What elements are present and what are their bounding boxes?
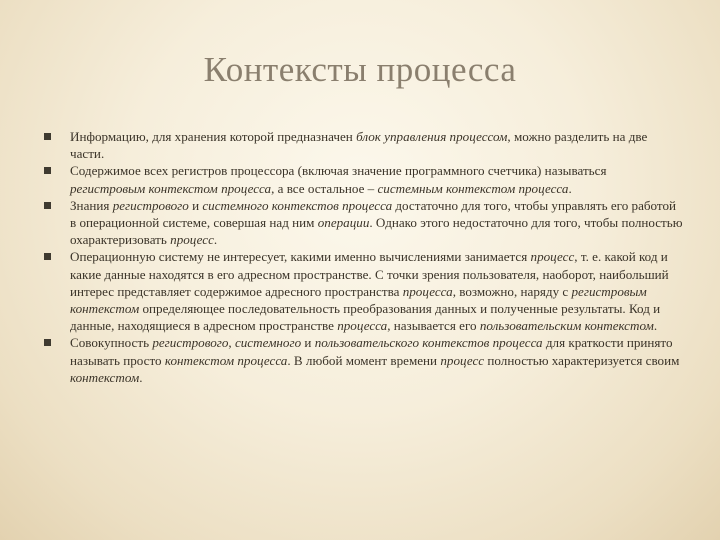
italic-term: пользовательским контекстом [479,318,654,334]
italic-term: процесса [337,318,388,334]
bullet-text [70,249,669,333]
italic-term: регистровым контекстом процесса [70,180,272,196]
italic-term: операции [317,215,370,231]
italic-term: системным контекстом процесса [377,180,569,196]
bullet-list [44,128,684,386]
italic-term: регистрового [152,335,229,351]
text-run: для краткости принято называть просто [70,335,673,368]
bullet-item [44,197,684,249]
text-run: Информацию, для хранения которой предназначен [70,129,357,144]
bullet-item [44,334,684,386]
text-run: . Однако этого недостаточно для того, чтобы полностью охарактеризовать [70,215,683,248]
text-run: , [228,335,235,351]
text-run: и [301,335,315,351]
text-run: и [188,197,203,213]
italic-term: системного контекстов процесса [202,197,393,213]
italic-term: процесса [402,283,453,299]
square-bullet-icon [44,253,51,260]
bullet-item [44,128,684,162]
text-run: , а все остальное – [271,180,378,196]
italic-term: системного [234,335,302,351]
italic-term: процесс [530,249,575,265]
bullet-text [70,129,647,161]
italic-term: контекстом процесса [164,352,288,368]
text-run: , возможно, наряду с [452,283,572,299]
italic-term: блок управления процессом [356,129,508,144]
text-run: полностью характеризуется своим [484,352,680,368]
slide-title: Контексты процесса [203,50,517,89]
italic-term: контекстом [70,369,140,385]
square-bullet-icon [44,133,51,140]
square-bullet-icon [44,167,51,174]
square-bullet-icon [44,202,51,209]
text-run: . [213,232,218,248]
text-run: , т. е. какой код и какие данные находятся в его адресном пространстве. С точки зрения пользователя, наоборот, наибольший интерес представляет содержимое адресного пространства [70,249,669,299]
square-bullet-icon [44,339,51,346]
text-run: Совокупность [70,335,153,351]
text-run: . [653,318,658,334]
text-run: , называется его [387,318,480,334]
bullet-text [70,198,683,247]
italic-term: регистрового [112,197,189,213]
italic-term: процесс [440,352,485,368]
text-run: достаточно для того, чтобы управлять его работой в операционной системе, совершая над ним [70,197,677,231]
text-run: . [568,180,572,196]
text-run: определяющее последовательность преобразования данных и полученные результаты. Код и данные, находящиеся в адресном пространстве [70,301,661,334]
italic-term: процесс [170,232,214,248]
italic-term: регистровым контекстом [70,283,647,317]
text-run: Операционную систему не интересует, какими именно вычислениями занимается [70,249,531,265]
text-run: Содержимое всех регистров процессора (включая значение программного счетчика) называться [70,163,607,179]
text-run: , можно разделить на две части. [70,129,648,162]
bullet-item [44,162,684,196]
italic-term: пользовательского контекстов процесса [314,335,543,351]
text-run: . [139,369,143,385]
text-run: . В любой момент времени [287,352,441,368]
text-run: Знания [70,197,113,213]
bullet-item [44,248,684,334]
bullet-text [70,335,679,384]
bullet-text [70,163,607,195]
